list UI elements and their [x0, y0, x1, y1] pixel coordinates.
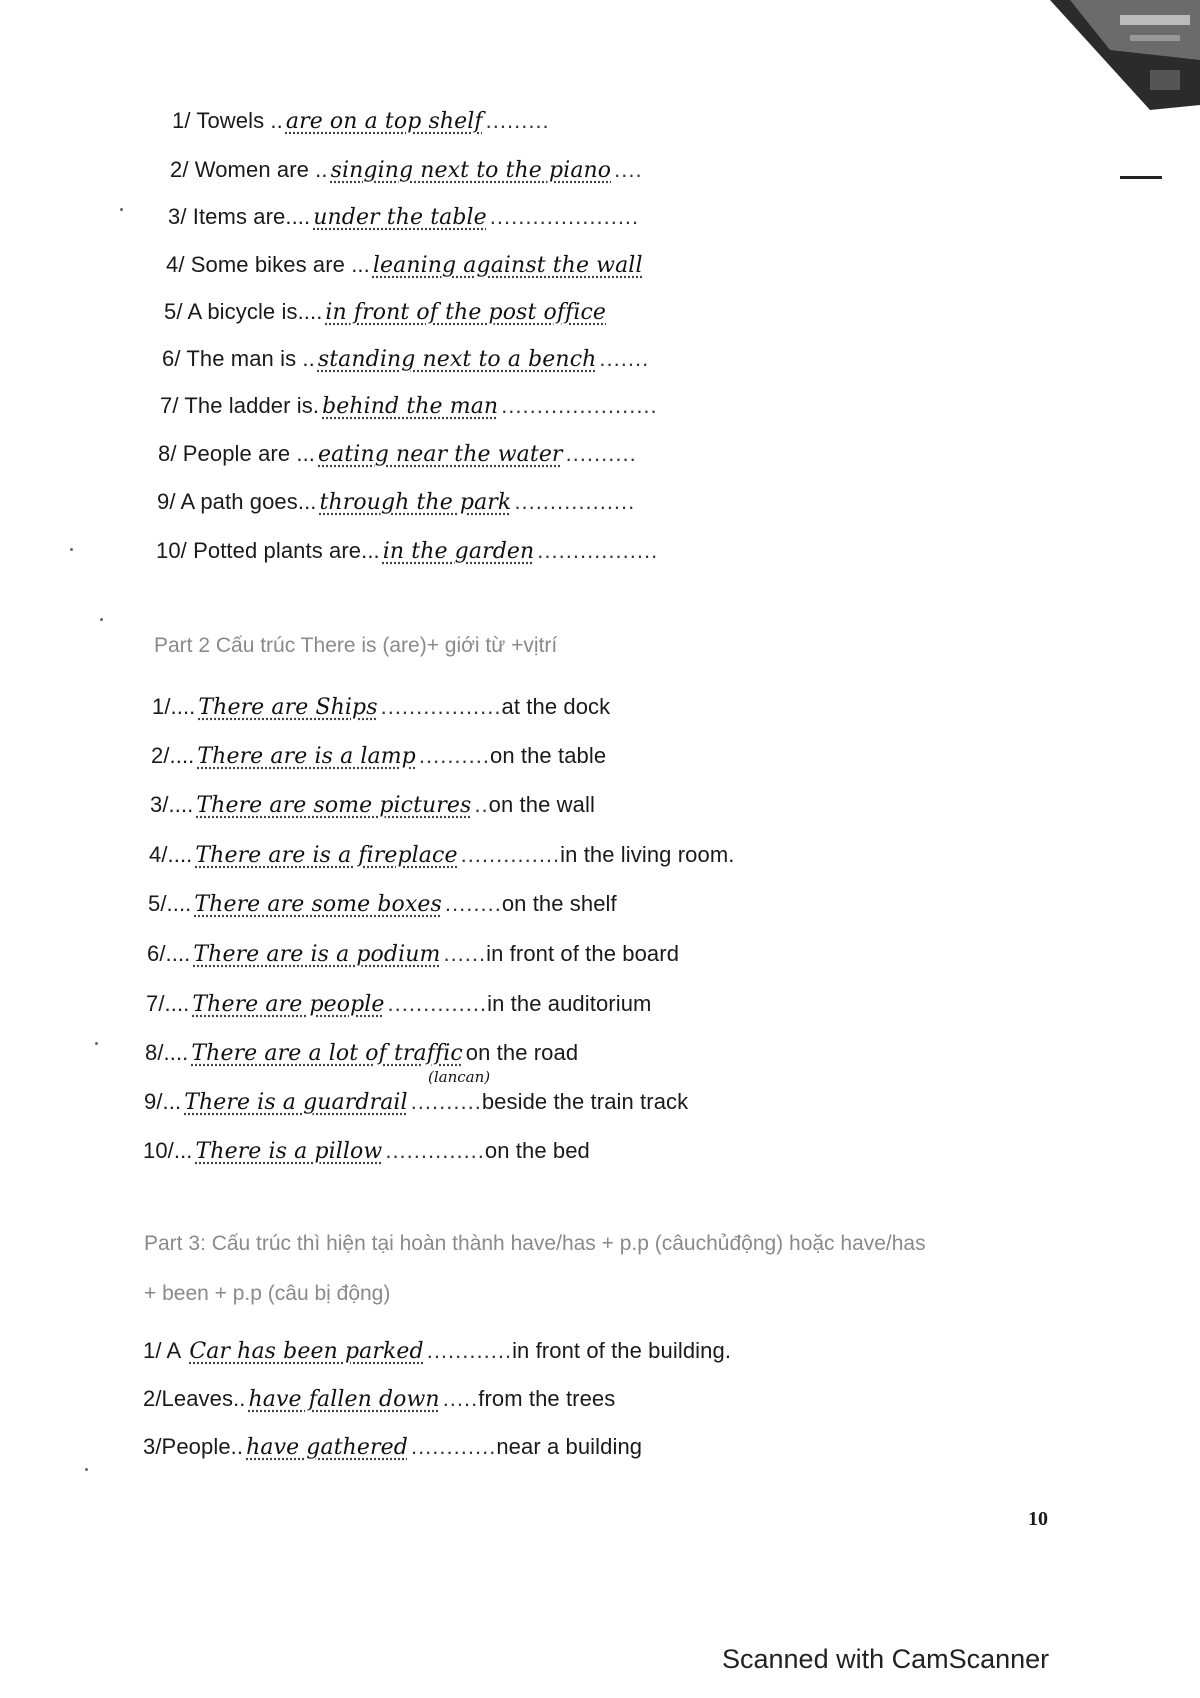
- item-prompt: 2/Leaves..: [143, 1386, 246, 1411]
- margin-dash-mark: [1120, 176, 1162, 179]
- speck-mark: [70, 548, 73, 551]
- handwritten-answer: There are a lot of traffic: [191, 1041, 463, 1066]
- part1-item: [166, 252, 646, 278]
- part1-item: 10/ Potted plants are... in the garden .................: [156, 538, 659, 564]
- part2-item: 5/.... There are some boxes ........on the shelf: [148, 891, 617, 917]
- handwritten-answer: There are some boxes: [194, 892, 442, 917]
- item-location: from the trees: [478, 1386, 616, 1411]
- part2-item: 3/.... There are some pictures ..on the wall: [150, 792, 595, 818]
- part2-item: 4/.... There are is a fireplace ..............in the living room.: [149, 842, 735, 868]
- handwritten-answer: There are is a podium: [193, 942, 441, 967]
- item-location: on the wall: [488, 792, 595, 817]
- part2-heading: Part 2 Cấu trúc There is (are)+ giới từ +vịtrí: [154, 634, 558, 657]
- item-prompt: 5/ A bicycle is....: [164, 299, 323, 324]
- corner-stamp-mark: [1030, 0, 1200, 110]
- part3-item: 2/Leaves.. have fallen down .....from the trees: [143, 1386, 616, 1412]
- item-prompt: 9/...: [144, 1089, 182, 1114]
- handwritten-answer: There are is a fireplace: [195, 843, 458, 868]
- part1-item: [164, 299, 609, 325]
- item-prompt: 2/ Women are ..: [170, 157, 328, 182]
- part3-item: 1/ A Car has been parked ............in front of the building.: [143, 1338, 732, 1364]
- item-prompt: 3/ Items are....: [168, 204, 311, 229]
- handwritten-answer: standing next to a bench: [317, 347, 597, 372]
- handwritten-answer: Car has been parked: [189, 1339, 424, 1364]
- part1-item: 3/ Items are.... under the table .....................: [168, 204, 640, 230]
- speck-mark: [120, 208, 123, 211]
- handwritten-answer: There is a pillow: [195, 1139, 383, 1164]
- item-prompt: 7/ The ladder is.: [160, 393, 320, 418]
- handwritten-answer: eating near the water: [318, 442, 563, 467]
- part3-heading-line1: Part 3: Cấu trúc thì hiện tại hoàn thành have/has + p.p (câuchủđộng) hoặc have/has: [144, 1232, 926, 1255]
- part2-item: 6/.... There are is a podium ......in front of the board: [147, 941, 680, 967]
- item-prompt: 3/....: [150, 792, 194, 817]
- item-prompt: 1/ Towels ..: [172, 108, 283, 133]
- part1-item: 8/ People are ... eating near the water ..........: [158, 441, 637, 467]
- part1-item: 7/ The ladder is. behind the man ......................: [160, 393, 658, 419]
- handwritten-answer: There are Ships: [198, 695, 378, 720]
- item-prompt: 6/ The man is ..: [162, 346, 315, 371]
- part3-item: 3/People.. have gathered ............near a building: [143, 1434, 643, 1460]
- item-prompt: 5/....: [148, 891, 192, 916]
- part2-item: 10/... There is a pillow ..............on the bed: [143, 1138, 590, 1164]
- handwritten-answer: singing next to the piano: [330, 158, 612, 183]
- item-prompt: 10/...: [143, 1138, 193, 1163]
- item-prompt: 10/ Potted plants are...: [156, 538, 380, 563]
- part2-item: 1/.... There are Ships .................at the dock: [152, 694, 611, 720]
- handwritten-answer: There is a guardrail: [184, 1090, 408, 1115]
- part2-item: [145, 1040, 578, 1066]
- handwritten-answer: There are some pictures: [196, 793, 472, 818]
- item-location: on the road: [465, 1040, 579, 1065]
- item-location: in the living room.: [560, 842, 735, 867]
- item-location: on the bed: [484, 1138, 590, 1163]
- handwritten-answer: have fallen down: [248, 1387, 440, 1412]
- handwritten-answer: There are is a lamp: [197, 744, 416, 769]
- item-location: near a building: [496, 1434, 643, 1459]
- item-location: beside the train track: [481, 1089, 689, 1114]
- item-prompt: 1/....: [152, 694, 196, 719]
- handwritten-answer: through the park: [319, 490, 512, 515]
- item-prompt: 8/....: [145, 1040, 189, 1065]
- part2-item: 9/... There is a guardrail ..........beside the train track: [144, 1089, 689, 1115]
- handwritten-answer: in the garden: [382, 539, 535, 564]
- item-location: in front of the building.: [512, 1338, 732, 1363]
- page-number: 10: [1028, 1508, 1048, 1530]
- part1-item: 6/ The man is .. standing next to a bench .......: [162, 346, 650, 372]
- handwritten-answer: leaning against the wall: [372, 253, 643, 278]
- handwritten-answer: are on a top shelf: [285, 109, 483, 134]
- item-location: in front of the board: [486, 941, 680, 966]
- part2-item: 7/.... There are people ..............in the auditorium: [146, 991, 652, 1017]
- handwritten-answer: There are people: [192, 992, 385, 1017]
- part1-item: 1/ Towels .. are on a top shelf .........: [172, 108, 550, 134]
- handwritten-answer: under the table: [313, 205, 487, 230]
- item-location: in the auditorium: [487, 991, 652, 1016]
- handwritten-answer: in front of the post office: [325, 300, 606, 325]
- handwritten-note-lancan: (lancan): [428, 1068, 491, 1086]
- item-prompt: 8/ People are ...: [158, 441, 316, 466]
- item-location: on the table: [490, 743, 607, 768]
- item-location: on the shelf: [501, 891, 617, 916]
- item-prompt: 4/ Some bikes are ...: [166, 252, 370, 277]
- item-prompt: 3/People..: [143, 1434, 244, 1459]
- item-prompt: 9/ A path goes...: [157, 489, 317, 514]
- part1-item: 9/ A path goes... through the park .................: [157, 489, 636, 515]
- item-prompt: 7/....: [146, 991, 190, 1016]
- handwritten-answer: behind the man: [322, 394, 499, 419]
- handwritten-answer: have gathered: [246, 1435, 408, 1460]
- camscanner-footer: Scanned with CamScanner: [722, 1644, 1050, 1674]
- item-location: at the dock: [501, 694, 611, 719]
- speck-mark: [95, 1042, 98, 1045]
- part2-item: 2/.... There are is a lamp ..........on the table: [151, 743, 607, 769]
- speck-mark: [100, 618, 103, 621]
- item-prompt: 1/ A: [143, 1338, 187, 1363]
- speck-mark: [85, 1468, 88, 1471]
- part1-item: 2/ Women are .. singing next to the piano ....: [170, 157, 643, 183]
- item-prompt: 4/....: [149, 842, 193, 867]
- item-prompt: 2/....: [151, 743, 195, 768]
- part3-heading-line2: + been + p.p (câu bị động): [144, 1282, 391, 1305]
- item-prompt: 6/....: [147, 941, 191, 966]
